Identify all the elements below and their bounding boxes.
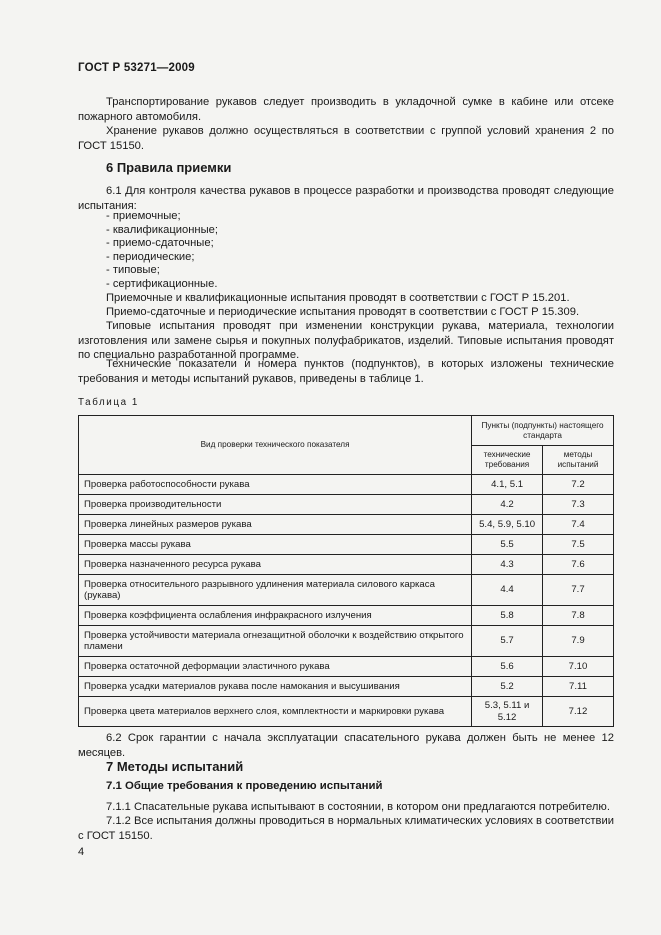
paragraph-7-1-2 — [78, 814, 614, 843]
row-requirements: 5.5 — [472, 535, 543, 555]
row-methods: 7.10 — [543, 657, 614, 677]
table-row — [79, 657, 614, 677]
section-7-title: 7 Методы испытаний — [106, 759, 244, 774]
test-type-list — [106, 210, 218, 292]
paragraph-6-2-text: 6.2 Срок гарантии с начала эксплуатации спасательного рукава должен быть не менее 12 месяцев. — [78, 732, 614, 759]
paragraph-transport-text: Транспортирование рукавов следует производить в укладочной сумке в кабине или отсеке пожарного автомобиля. — [78, 96, 614, 123]
column-header-clauses: Пункты (подпункты) настоящего стандарта — [472, 416, 614, 446]
table-row — [79, 677, 614, 697]
table-row — [79, 575, 614, 606]
row-methods: 7.5 — [543, 535, 614, 555]
row-methods: 7.9 — [543, 626, 614, 657]
paragraph-storage-text: Хранение рукавов должно осуществляться в соответствии с группой условий хранения 2 по ГОСТ 15150. — [78, 125, 614, 152]
row-name: Проверка массы рукава — [79, 535, 472, 555]
row-name: Проверка производительности — [79, 495, 472, 515]
row-requirements: 5.4, 5.9, 5.10 — [472, 515, 543, 535]
row-name: Проверка цвета материалов верхнего слоя, комплектности и маркировки рукава — [79, 697, 472, 727]
row-methods: 7.6 — [543, 555, 614, 575]
table-row — [79, 475, 614, 495]
row-requirements: 4.2 — [472, 495, 543, 515]
paragraph-acceptance — [78, 291, 614, 306]
paragraph-7-1-2-text: 7.1.2 Все испытания должны проводиться в нормальных климатических условиях в соответствии с ГОСТ 15150. — [78, 815, 614, 842]
paragraph-acceptance-text: Приемочные и квалификационные испытания проводят в соответствии с ГОСТ Р 15.201. — [106, 292, 570, 304]
paragraph-7-1-1 — [78, 800, 614, 815]
row-name: Проверка остаточной деформации эластичного рукава — [79, 657, 472, 677]
row-methods: 7.4 — [543, 515, 614, 535]
row-requirements: 5.2 — [472, 677, 543, 697]
column-header-check: Вид проверки технического показателя — [79, 416, 472, 475]
table-caption: Таблица 1 — [78, 397, 139, 408]
list-item: - периодические; — [106, 250, 195, 263]
row-methods: 7.8 — [543, 606, 614, 626]
row-name: Проверка коэффициента ослабления инфракрасного излучения — [79, 606, 472, 626]
row-name: Проверка усадки материалов рукава после намокания и высушивания — [79, 677, 472, 697]
paragraph-table-ref-text: Технические показатели и номера пунктов (подпунктов), в которых изложены технические требования и методы испытаний рукавов, приведены в таблице 1. — [78, 358, 614, 385]
row-requirements: 5.3, 5.11 и 5.12 — [472, 697, 543, 727]
paragraph-table-ref — [78, 357, 614, 386]
row-name: Проверка линейных размеров рукава — [79, 515, 472, 535]
row-methods: 7.2 — [543, 475, 614, 495]
paragraph-6-1 — [78, 184, 614, 213]
row-requirements: 4.3 — [472, 555, 543, 575]
requirements-table — [78, 415, 614, 727]
table-row — [79, 515, 614, 535]
table-row — [79, 555, 614, 575]
row-methods: 7.7 — [543, 575, 614, 606]
table-row — [79, 626, 614, 657]
paragraph-periodic-text: Приемо-сдаточные и периодические испытания проводят в соответствии с ГОСТ Р 15.309. — [106, 306, 580, 318]
row-methods: 7.12 — [543, 697, 614, 727]
list-item: - приемочные; — [106, 210, 181, 222]
list-item: - типовые; — [106, 264, 160, 277]
paragraph-transport — [78, 95, 614, 124]
row-name: Проверка относительного разрывного удлинения материала силового каркаса (рукава) — [79, 575, 472, 606]
page-number: 4 — [78, 846, 85, 858]
row-name: Проверка работоспособности рукава — [79, 475, 472, 495]
subsection-7-1-title: 7.1 Общие требования к проведению испытаний — [106, 780, 383, 792]
row-requirements: 4.4 — [472, 575, 543, 606]
table-row — [79, 697, 614, 727]
list-item: - квалификационные; — [106, 223, 218, 236]
table-row — [79, 535, 614, 555]
list-item: - приемо-сдаточные; — [106, 237, 214, 250]
paragraph-type-tests-text: Типовые испытания проводят при изменении конструкции рукава, материала, технологии изготовления или замене сырья и покупных полуфабрикатов, изделий. Типовые испытания проводят по специально разработанной программе. — [78, 320, 614, 362]
row-methods: 7.3 — [543, 495, 614, 515]
column-header-requirements: технические требования — [472, 446, 543, 475]
paragraph-6-2 — [78, 731, 614, 760]
column-header-methods: методы испытаний — [543, 446, 614, 475]
paragraph-storage — [78, 124, 614, 153]
table-row — [79, 495, 614, 515]
paragraph-periodic — [78, 305, 614, 320]
section-6-title: 6 Правила приемки — [106, 160, 232, 175]
table-row — [79, 606, 614, 626]
table-header-row — [79, 416, 614, 446]
row-requirements: 5.8 — [472, 606, 543, 626]
list-item: - сертификационные. — [106, 277, 218, 290]
row-requirements: 4.1, 5.1 — [472, 475, 543, 495]
row-methods: 7.11 — [543, 677, 614, 697]
paragraph-7-1-1-text: 7.1.1 Спасательные рукава испытывают в состоянии, в котором они предлагаются потребителю. — [106, 801, 610, 813]
row-name: Проверка устойчивости материала огнезащитной оболочки к воздействию открытого пламени — [79, 626, 472, 657]
row-requirements: 5.6 — [472, 657, 543, 677]
paragraph-6-1-text: 6.1 Для контроля качества рукавов в процессе разработки и производства проводят следующие испытания: — [78, 185, 614, 212]
row-requirements: 5.7 — [472, 626, 543, 657]
row-name: Проверка назначенного ресурса рукава — [79, 555, 472, 575]
document-header: ГОСТ Р 53271—2009 — [78, 62, 195, 74]
